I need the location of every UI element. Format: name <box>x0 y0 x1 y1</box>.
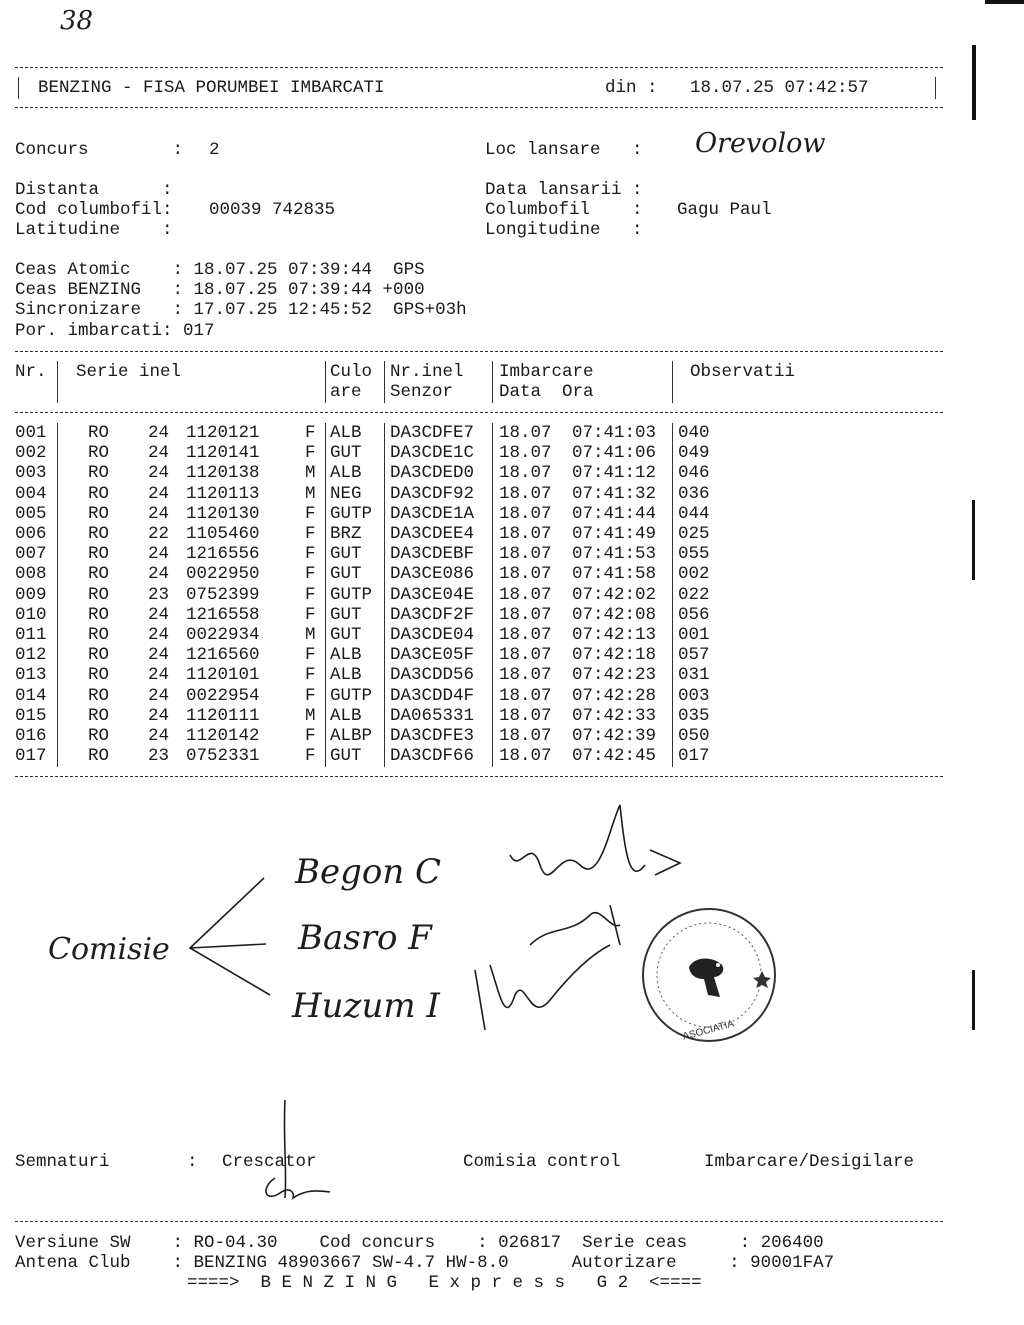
row-an: 24 <box>148 705 170 726</box>
row-culoare: NEG <box>330 483 362 504</box>
row-data: 18.07 <box>499 705 552 726</box>
scan-edge-mark <box>972 970 975 1030</box>
row-data: 18.07 <box>499 584 552 605</box>
row-data: 18.07 <box>499 726 552 746</box>
longitudine-label: Longitudine : <box>485 220 643 240</box>
row-senzor: DA3CDFE7 <box>390 423 475 443</box>
header-nr-inel-2: Senzor <box>390 382 454 402</box>
row-tara: RO <box>88 564 110 585</box>
row-nr: 003 <box>15 463 47 484</box>
row-culoare: ALB <box>330 645 362 666</box>
body-col-divider <box>384 423 385 767</box>
row-inel: 0022954 <box>186 685 260 706</box>
cod-columbofil-value: 00039 742835 <box>209 200 336 220</box>
columbofil-value: Gagu Paul <box>677 200 772 220</box>
row-ora: 07:42:08 <box>572 604 657 625</box>
row-ora: 07:42:18 <box>572 645 657 666</box>
row-ora: 07:41:12 <box>572 463 657 484</box>
row-sex: F <box>305 423 316 443</box>
row-senzor: DA3CE04E <box>390 584 475 605</box>
row-an: 24 <box>148 423 170 443</box>
row-culoare: GUT <box>330 625 362 645</box>
row-senzor: DA3CDE1C <box>390 443 475 464</box>
row-ora: 07:42:28 <box>572 685 657 706</box>
header-left-border <box>18 77 19 99</box>
row-data: 18.07 <box>499 423 552 443</box>
row-inel: 1120138 <box>186 463 260 484</box>
row-nr: 007 <box>15 544 47 565</box>
row-inel: 1120142 <box>186 726 260 746</box>
imbarcare-desigilare-label: Imbarcare/Desigilare <box>704 1152 915 1172</box>
table-top-divider <box>15 351 943 352</box>
row-senzor: DA3CDFE3 <box>390 726 475 746</box>
row-tara: RO <box>88 645 110 666</box>
row-senzor: DA3CDF92 <box>390 483 475 504</box>
row-nr: 006 <box>15 524 47 544</box>
row-an: 24 <box>148 665 170 686</box>
row-ora: 07:42:13 <box>572 625 657 645</box>
row-sex: F <box>305 665 316 686</box>
footer-line-1: Versiune SW : RO-04.30 Cod concurs : 026817 Serie ceas : 206400 <box>15 1233 824 1253</box>
loc-lansare-label: Loc lansare : <box>485 140 643 160</box>
row-ora: 07:42:02 <box>572 584 657 605</box>
body-col-divider <box>672 423 673 767</box>
row-ora: 07:42:33 <box>572 705 657 726</box>
row-sex: F <box>305 443 316 464</box>
header-nr-inel-1: Nr.inel <box>390 362 464 382</box>
header-col-divider <box>672 361 673 403</box>
handwritten-name-2: Basro F <box>298 918 432 958</box>
row-data: 18.07 <box>499 685 552 706</box>
row-tara: RO <box>88 524 110 544</box>
row-inel: 1216556 <box>186 544 260 565</box>
row-sex: F <box>305 746 316 767</box>
row-nr: 008 <box>15 564 47 585</box>
row-senzor: DA3CDF66 <box>390 746 475 767</box>
row-data: 18.07 <box>499 746 552 767</box>
row-sex: F <box>305 564 316 585</box>
row-inel: 1105460 <box>186 524 260 544</box>
ceas-atomic-line: Ceas Atomic : 18.07.25 07:39:44 GPS <box>15 260 425 280</box>
row-ora: 07:41:32 <box>572 483 657 504</box>
row-ora: 07:42:23 <box>572 665 657 686</box>
row-nr: 005 <box>15 503 47 524</box>
row-data: 18.07 <box>499 524 552 544</box>
row-observatii: 036 <box>678 483 710 504</box>
row-observatii: 049 <box>678 443 710 464</box>
loc-lansare-handwritten: Orevolow <box>695 128 826 159</box>
header-observatii: Observatii <box>690 362 796 382</box>
row-nr: 012 <box>15 645 47 666</box>
row-ora: 07:41:44 <box>572 503 657 524</box>
row-culoare: GUT <box>330 604 362 625</box>
header-col-divider <box>384 361 385 403</box>
row-an: 24 <box>148 443 170 464</box>
row-culoare: GUT <box>330 746 362 767</box>
row-sex: F <box>305 645 316 666</box>
row-observatii: 046 <box>678 463 710 484</box>
header-culoare-2: are <box>330 382 362 402</box>
cod-columbofil-label: Cod columbofil: <box>15 200 173 220</box>
row-an: 24 <box>148 483 170 504</box>
row-culoare: ALB <box>330 705 362 726</box>
row-sex: F <box>305 584 316 605</box>
row-culoare: ALBP <box>330 726 373 746</box>
row-sex: M <box>305 483 316 504</box>
row-tara: RO <box>88 463 110 484</box>
row-observatii: 035 <box>678 705 710 726</box>
row-nr: 010 <box>15 604 47 625</box>
row-sex: F <box>305 503 316 524</box>
row-tara: RO <box>88 443 110 464</box>
distanta-label: Distanta : <box>15 180 173 200</box>
row-nr: 004 <box>15 483 47 504</box>
row-data: 18.07 <box>499 463 552 484</box>
row-ora: 07:42:39 <box>572 726 657 746</box>
header-right-border <box>935 77 936 99</box>
row-an: 24 <box>148 564 170 585</box>
footer-divider <box>15 1221 943 1222</box>
row-ora: 07:41:06 <box>572 443 657 464</box>
latitudine-label: Latitudine : <box>15 220 173 240</box>
row-an: 23 <box>148 746 170 767</box>
row-tara: RO <box>88 604 110 625</box>
row-observatii: 057 <box>678 645 710 666</box>
row-an: 24 <box>148 544 170 565</box>
row-inel: 1120121 <box>186 423 260 443</box>
concurs-label: Concurs : <box>15 140 184 160</box>
row-culoare: GUT <box>330 443 362 464</box>
row-senzor: DA3CE086 <box>390 564 475 585</box>
row-tara: RO <box>88 423 110 443</box>
header-top-divider <box>15 67 943 68</box>
row-inel: 1120113 <box>186 483 260 504</box>
row-senzor: DA3CDE1A <box>390 503 475 524</box>
header-serie-inel: Serie inel <box>76 362 182 382</box>
scan-edge-mark <box>985 0 1024 4</box>
handwritten-page-number: 38 <box>60 6 94 36</box>
row-tara: RO <box>88 726 110 746</box>
handwritten-name-3: Huzum I <box>292 986 440 1026</box>
row-sex: F <box>305 604 316 625</box>
row-observatii: 055 <box>678 544 710 565</box>
row-observatii: 002 <box>678 564 710 585</box>
row-data: 18.07 <box>499 604 552 625</box>
row-sex: M <box>305 625 316 645</box>
row-culoare: GUTP <box>330 584 373 605</box>
semnaturi-label: Semnaturi <box>15 1152 110 1172</box>
handwritten-name-1: Begon C <box>295 852 442 892</box>
row-senzor: DA3CDF2F <box>390 604 475 625</box>
row-an: 24 <box>148 685 170 706</box>
row-inel: 0752331 <box>186 746 260 767</box>
row-inel: 1120111 <box>186 705 260 726</box>
header-bottom-divider <box>15 107 943 108</box>
association-stamp <box>634 905 784 1055</box>
row-ora: 07:41:53 <box>572 544 657 565</box>
row-senzor: DA3CDD4F <box>390 685 475 706</box>
row-inel: 1120101 <box>186 665 260 686</box>
row-senzor: DA3CDED0 <box>390 463 475 484</box>
row-ora: 07:41:49 <box>572 524 657 544</box>
row-an: 24 <box>148 645 170 666</box>
row-nr: 014 <box>15 685 47 706</box>
row-an: 24 <box>148 625 170 645</box>
row-tara: RO <box>88 584 110 605</box>
row-sex: M <box>305 705 316 726</box>
row-tara: RO <box>88 665 110 686</box>
row-tara: RO <box>88 544 110 565</box>
row-inel: 1120141 <box>186 443 260 464</box>
row-culoare: GUTP <box>330 685 373 706</box>
data-lansarii-label: Data lansarii : <box>485 180 643 200</box>
row-culoare: ALB <box>330 463 362 484</box>
row-senzor: DA3CE05F <box>390 645 475 666</box>
page-title: BENZING - FISA PORUMBEI IMBARCATI <box>38 78 385 98</box>
row-inel: 0752399 <box>186 584 260 605</box>
row-observatii: 003 <box>678 685 710 706</box>
por-imbarcati-line: Por. imbarcati: 017 <box>15 321 215 341</box>
row-nr: 013 <box>15 665 47 686</box>
row-senzor: DA3CDEE4 <box>390 524 475 544</box>
header-culoare-1: Culo <box>330 362 373 382</box>
scan-edge-mark <box>972 500 975 580</box>
scan-edge-mark <box>972 45 976 120</box>
row-inel: 1216560 <box>186 645 260 666</box>
row-observatii: 056 <box>678 604 710 625</box>
row-nr: 016 <box>15 726 47 746</box>
row-data: 18.07 <box>499 503 552 524</box>
row-data: 18.07 <box>499 443 552 464</box>
row-observatii: 001 <box>678 625 710 645</box>
row-an: 24 <box>148 463 170 484</box>
concurs-value: 2 <box>209 140 220 160</box>
header-col-divider <box>325 361 326 403</box>
row-nr: 011 <box>15 625 47 645</box>
row-ora: 07:41:58 <box>572 564 657 585</box>
footer-line-3: ====> B E N Z I N G E x p r e s s G 2 <==== <box>187 1273 702 1293</box>
footer-line-2: Antena Club : BENZING 48903667 SW-4.7 HW-8.0 Autorizare : 90001FA7 <box>15 1253 835 1273</box>
row-observatii: 031 <box>678 665 710 686</box>
row-observatii: 017 <box>678 746 710 767</box>
row-nr: 009 <box>15 584 47 605</box>
row-observatii: 022 <box>678 584 710 605</box>
row-nr: 017 <box>15 746 47 767</box>
row-inel: 1216558 <box>186 604 260 625</box>
row-culoare: ALB <box>330 665 362 686</box>
sincronizare-line: Sincronizare : 17.07.25 12:45:52 GPS+03h <box>15 300 467 320</box>
header-imbarcare-2: Data Ora <box>499 382 594 402</box>
row-nr: 015 <box>15 705 47 726</box>
row-inel: 0022950 <box>186 564 260 585</box>
row-ora: 07:42:45 <box>572 746 657 767</box>
row-tara: RO <box>88 483 110 504</box>
row-sex: F <box>305 524 316 544</box>
row-sex: M <box>305 463 316 484</box>
semnaturi-colon: : <box>187 1152 198 1172</box>
row-data: 18.07 <box>499 544 552 565</box>
row-an: 24 <box>148 726 170 746</box>
row-an: 24 <box>148 604 170 625</box>
row-data: 18.07 <box>499 483 552 504</box>
row-tara: RO <box>88 685 110 706</box>
ceas-benzing-line: Ceas BENZING : 18.07.25 07:39:44 +000 <box>15 280 425 300</box>
row-culoare: BRZ <box>330 524 362 544</box>
columbofil-label: Columbofil : <box>485 200 643 220</box>
stamp-text: ASOCIATIA <box>681 1018 736 1043</box>
row-observatii: 050 <box>678 726 710 746</box>
row-senzor: DA065331 <box>390 705 475 726</box>
row-tara: RO <box>88 705 110 726</box>
handwritten-comisie: Comisie <box>48 932 170 967</box>
row-an: 22 <box>148 524 170 544</box>
row-data: 18.07 <box>499 645 552 666</box>
row-tara: RO <box>88 625 110 645</box>
row-data: 18.07 <box>499 665 552 686</box>
row-culoare: GUTP <box>330 503 373 524</box>
body-col-divider <box>57 423 58 767</box>
row-senzor: DA3CDE04 <box>390 625 475 645</box>
row-observatii: 044 <box>678 503 710 524</box>
row-observatii: 040 <box>678 423 710 443</box>
crescator-signature <box>245 1098 335 1208</box>
din-value: 18.07.25 07:42:57 <box>690 78 869 98</box>
din-label: din : <box>605 78 658 98</box>
row-tara: RO <box>88 503 110 524</box>
row-culoare: GUT <box>330 544 362 565</box>
row-an: 23 <box>148 584 170 605</box>
row-tara: RO <box>88 746 110 767</box>
body-col-divider <box>325 423 326 767</box>
table-header-divider <box>15 412 943 413</box>
header-nr: Nr. <box>15 362 47 382</box>
row-data: 18.07 <box>499 625 552 645</box>
comisia-control-label: Comisia control <box>463 1152 621 1172</box>
handwritten-arrow <box>178 870 268 1000</box>
pigeon-icon <box>689 959 723 998</box>
row-sex: F <box>305 685 316 706</box>
row-sex: F <box>305 544 316 565</box>
row-inel: 0022934 <box>186 625 260 645</box>
row-sex: F <box>305 726 316 746</box>
row-culoare: ALB <box>330 423 362 443</box>
header-col-divider <box>57 361 58 403</box>
row-an: 24 <box>148 503 170 524</box>
header-imbarcare-1: Imbarcare <box>499 362 594 382</box>
row-observatii: 025 <box>678 524 710 544</box>
crescator-label: Crescator <box>222 1152 317 1172</box>
row-data: 18.07 <box>499 564 552 585</box>
row-senzor: DA3CDEBF <box>390 544 475 565</box>
header-col-divider <box>492 361 493 403</box>
row-culoare: GUT <box>330 564 362 585</box>
row-inel: 1120130 <box>186 503 260 524</box>
body-col-divider <box>492 423 493 767</box>
table-bottom-divider <box>15 776 943 777</box>
row-nr: 001 <box>15 423 47 443</box>
row-ora: 07:41:03 <box>572 423 657 443</box>
row-nr: 002 <box>15 443 47 464</box>
row-senzor: DA3CDD56 <box>390 665 475 686</box>
